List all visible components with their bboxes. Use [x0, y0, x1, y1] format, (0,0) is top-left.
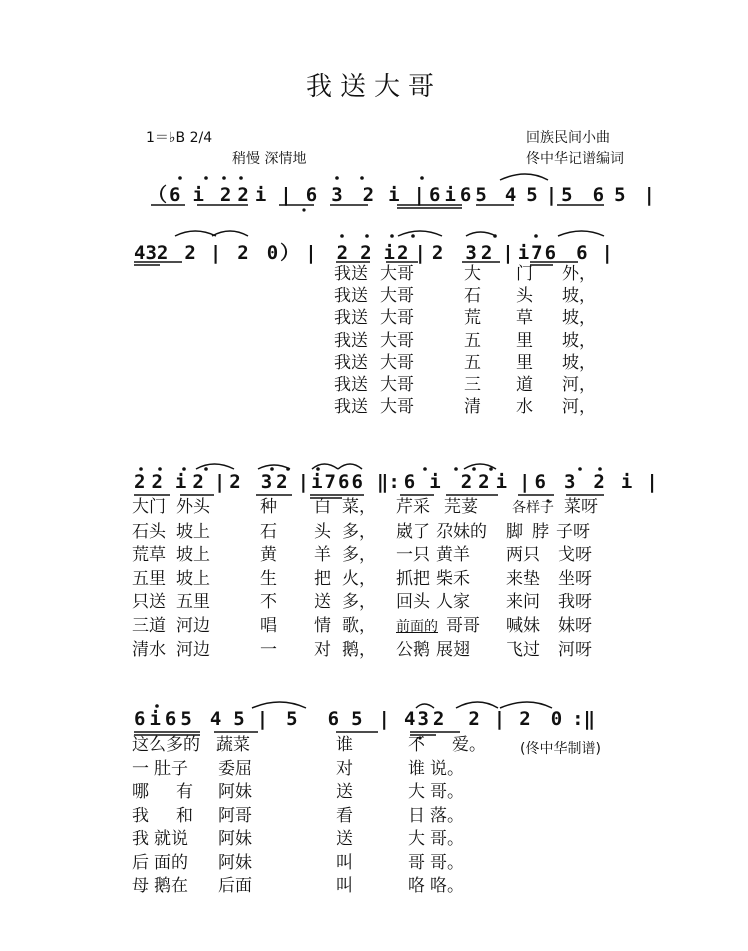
- lyric-word: 我呀: [558, 592, 592, 612]
- barline: |: [545, 184, 558, 206]
- lyric-word: 前面的: [396, 618, 438, 635]
- lyric-word: 大哥: [380, 375, 414, 396]
- lyric-word: 我: [132, 829, 149, 849]
- barline: |: [502, 242, 514, 264]
- lyric-word: 咯。: [430, 876, 464, 896]
- note: 4: [134, 242, 146, 264]
- repeat-start: ‖:: [376, 471, 400, 493]
- lyric-word: 三道: [132, 615, 166, 636]
- note: i: [149, 708, 161, 730]
- lyric-word: 哥。: [430, 782, 464, 802]
- lyric-word: 种: [260, 497, 277, 517]
- lyric-word: 坐呀: [558, 568, 592, 589]
- note: 2: [156, 242, 169, 264]
- note: 2: [229, 471, 241, 493]
- note: 3: [260, 471, 273, 493]
- lyric-word: 河呀: [558, 640, 592, 660]
- lyric-word: 荒草: [132, 545, 166, 565]
- lyric-word: 河边: [176, 640, 210, 660]
- note: 2: [184, 242, 196, 264]
- lyric-word: 里: [516, 330, 533, 351]
- lyric-word: 河，: [562, 375, 596, 396]
- lyric-word: 菜，: [342, 497, 376, 517]
- note: i: [192, 184, 204, 206]
- lyric-line: [132, 544, 598, 568]
- lyric-word: 公鹅: [396, 640, 430, 660]
- note: i: [311, 471, 323, 493]
- barline: |: [519, 471, 531, 493]
- note: 6: [169, 184, 181, 206]
- note: 7: [324, 471, 336, 493]
- lyric-word: 咯: [408, 876, 425, 896]
- lyric-line: [132, 875, 486, 899]
- lyric-word: 唱: [260, 615, 277, 636]
- lyric-word: 展翅: [436, 640, 470, 660]
- lyric-word: 白: [314, 497, 331, 517]
- lyric-word: 送: [336, 782, 353, 802]
- lyric-word: 飞过: [506, 640, 540, 660]
- note: 2: [397, 242, 409, 264]
- note: 5: [475, 184, 487, 206]
- lyric-word: 哪: [132, 782, 149, 802]
- lyric-word: 后: [132, 852, 149, 873]
- lyric-word: 我送: [334, 264, 368, 284]
- note: 6: [459, 184, 472, 206]
- lyric-line: [132, 568, 598, 592]
- lyric-word: 抓把: [396, 568, 430, 589]
- lyric-line: [132, 758, 486, 782]
- lyric-word: 河边: [176, 615, 210, 636]
- barline: |: [280, 184, 292, 206]
- note: i: [495, 471, 508, 493]
- lyric-word: 鹅，: [342, 640, 376, 660]
- note: 3: [145, 242, 157, 264]
- lyric-word: 草: [516, 308, 533, 329]
- note: （: [148, 184, 168, 206]
- lyric-word: 芫荽: [444, 497, 478, 517]
- note: 2: [480, 242, 493, 264]
- note: 2: [192, 471, 204, 493]
- note: i: [383, 242, 395, 264]
- barline: |: [213, 471, 226, 493]
- lyric-word: 我送: [334, 352, 368, 373]
- lyric-word: 肚子: [154, 758, 188, 779]
- lyric-word: 两只: [506, 545, 540, 565]
- lyric-word: 和: [176, 805, 193, 826]
- lyric-word: 妹呀: [558, 615, 592, 636]
- lyric-word: 石头: [132, 521, 166, 542]
- barline: |: [643, 184, 655, 206]
- source-label: 回族民间小曲: [526, 130, 610, 146]
- note: 6: [327, 708, 340, 730]
- staff-1: [0, 172, 748, 232]
- lyric-word: 来问: [506, 592, 540, 612]
- note: i: [444, 184, 456, 206]
- lyric-word: 我送: [334, 330, 368, 351]
- note: i: [254, 184, 267, 206]
- note: 6: [576, 242, 588, 264]
- lyric-word: 五: [464, 352, 481, 373]
- lyric-word: 阿哥: [218, 805, 252, 826]
- note: 2: [519, 708, 531, 730]
- lyric-line: [132, 781, 486, 805]
- note: 2: [219, 184, 232, 206]
- note: 2: [336, 242, 349, 264]
- lyric-word: 坡上: [176, 568, 210, 589]
- verse-3-lyrics: [132, 734, 486, 899]
- lyric-word: 大哥: [380, 286, 414, 307]
- lyric-line: [334, 263, 596, 285]
- lyric-word: 只送: [132, 592, 166, 612]
- note: 3: [417, 708, 429, 730]
- note: 6: [534, 471, 546, 493]
- lyric-word: 火，: [342, 568, 376, 589]
- note: 6: [403, 471, 416, 493]
- lyric-word: 坡，: [562, 330, 596, 351]
- lyric-word: 有: [176, 782, 193, 802]
- lyric-word: 来垫: [506, 568, 540, 589]
- lyric-word: 菜呀: [564, 497, 598, 517]
- lyric-word: 说。: [430, 758, 464, 779]
- note: 5: [351, 708, 363, 730]
- lyric-word: 谁: [408, 758, 425, 779]
- lyric-word: 大哥: [380, 308, 414, 329]
- lyric-word: 大: [464, 264, 481, 284]
- barline: |: [297, 471, 310, 493]
- note: 2: [276, 471, 288, 493]
- note: 5: [180, 708, 192, 730]
- lyric-word: 谁: [336, 735, 353, 755]
- lyric-line: [334, 396, 596, 418]
- note: i: [620, 471, 633, 493]
- note: 6: [134, 708, 146, 730]
- note: 4: [504, 184, 517, 206]
- lyric-word: 里: [516, 352, 533, 373]
- note: 6: [544, 242, 557, 264]
- lyric-word: 爱。: [452, 735, 486, 755]
- arranger-label: 佟中华记谱编词: [526, 151, 624, 167]
- barline: |: [305, 242, 317, 264]
- lyric-word: 石: [260, 521, 277, 542]
- lyric-line: [334, 374, 596, 396]
- lyric-word: 哥哥: [446, 615, 480, 636]
- lyric-word: 我: [132, 805, 149, 826]
- lyric-line: [334, 352, 596, 374]
- lyric-word: 各样子: [512, 500, 554, 516]
- lyric-word: 把: [314, 568, 331, 589]
- lyric-word: 清: [464, 397, 481, 418]
- note: 6: [337, 471, 350, 493]
- lyric-word: 坡，: [562, 308, 596, 329]
- lyric-line: [132, 521, 598, 545]
- lyric-word: 子呀: [556, 521, 590, 542]
- lyric-word: 羊: [314, 545, 331, 565]
- note: 2: [432, 708, 445, 730]
- lyric-word: 我送: [334, 397, 368, 418]
- lyric-word: 黄羊: [436, 545, 470, 565]
- lyric-word: 多，: [342, 592, 376, 612]
- lyric-word: 不: [408, 735, 425, 755]
- note: 6: [164, 708, 177, 730]
- lyric-word: 生: [260, 568, 277, 589]
- lyric-word: 戈呀: [558, 545, 592, 565]
- lyric-word: 坡上: [176, 545, 210, 565]
- note: 2: [237, 242, 249, 264]
- credit-label: (佟中华制谱): [520, 741, 601, 757]
- note: 2: [468, 708, 480, 730]
- lyric-word: 叫: [336, 876, 353, 896]
- lyric-word: 歌，: [342, 615, 376, 636]
- lyric-word: 鹅在: [154, 876, 188, 896]
- lyric-word: 尕妹的: [436, 521, 487, 542]
- barline: |: [601, 242, 613, 264]
- lyric-word: 回头: [396, 592, 430, 612]
- lyric-word: 脚: [506, 521, 523, 542]
- key-signature: 1＝♭B 2/4: [146, 130, 213, 146]
- lyric-line: [334, 330, 596, 352]
- note: 6: [351, 471, 363, 493]
- note: 5: [286, 708, 298, 730]
- lyric-word: 坡，: [562, 352, 596, 373]
- repeat-end: :‖: [572, 708, 596, 730]
- lyric-word: 外头: [176, 497, 210, 517]
- note: 7: [531, 242, 543, 264]
- note: 2: [460, 471, 473, 493]
- staff-3-notes: [134, 471, 658, 493]
- lyric-word: 一: [132, 758, 149, 779]
- song-title: 我送大哥: [305, 72, 442, 102]
- lyric-word: 石: [464, 286, 481, 307]
- note: 2: [360, 242, 372, 264]
- lyric-word: 大哥: [380, 397, 414, 418]
- lyric-word: 母: [132, 876, 149, 896]
- lyric-word: 一: [260, 640, 277, 660]
- lyric-word: 黄: [260, 545, 277, 565]
- barline: |: [256, 708, 269, 730]
- lyric-word: 哥。: [430, 852, 464, 873]
- note: 5: [233, 708, 245, 730]
- lyric-word: 大哥: [380, 330, 414, 351]
- barline: |: [209, 242, 222, 264]
- note: 0: [550, 708, 563, 730]
- lyric-word: 委屈: [218, 758, 252, 779]
- note: 5: [614, 184, 626, 206]
- lyric-word: 送: [336, 829, 353, 849]
- note: 2: [237, 184, 249, 206]
- lyric-word: 落。: [430, 805, 464, 826]
- lyric-line: [132, 734, 486, 758]
- lyric-word: 三: [464, 375, 481, 396]
- lyric-word: 情: [314, 615, 331, 636]
- lyric-word: 坡上: [176, 521, 210, 542]
- lyric-word: 大哥: [380, 264, 414, 284]
- note: 2: [593, 471, 605, 493]
- lyric-line: [132, 591, 598, 615]
- lyric-word: 日: [408, 805, 425, 826]
- note: 5: [526, 184, 538, 206]
- note: 5: [561, 184, 573, 206]
- lyric-word: 就说: [154, 829, 188, 849]
- note: 4: [403, 708, 416, 730]
- lyric-word: 芹采: [396, 497, 430, 517]
- note: 4: [209, 708, 222, 730]
- lyric-line: [334, 285, 596, 307]
- lyric-word: 一只: [396, 545, 430, 565]
- lyric-word: 后面: [218, 876, 252, 896]
- note: 6: [429, 184, 441, 206]
- note: 6: [592, 184, 605, 206]
- lyric-word: 大哥: [380, 352, 414, 373]
- note: i: [517, 242, 530, 264]
- note: 2: [151, 471, 163, 493]
- barline: |: [414, 242, 426, 264]
- staff-2-notes: [134, 238, 613, 265]
- lyric-word: 我送: [334, 308, 368, 329]
- lyric-word: 大: [408, 782, 425, 802]
- lyric-word: 五里: [176, 592, 210, 612]
- lyric-word: 看: [336, 805, 353, 826]
- lyric-word: 大: [408, 829, 425, 849]
- verse-1-lyrics: [334, 263, 596, 418]
- lyric-word: 阿妹: [218, 829, 252, 849]
- lyric-line: [132, 828, 486, 852]
- note: 3: [331, 184, 343, 206]
- note: 0: [266, 242, 279, 264]
- note: 2: [362, 184, 375, 206]
- barline: |: [413, 184, 425, 206]
- barline: |: [493, 708, 506, 730]
- lyric-word: 荒: [464, 308, 481, 329]
- barline: |: [646, 471, 658, 493]
- lyric-word: 叫: [336, 852, 353, 873]
- lyric-line: [132, 615, 598, 640]
- note: 2: [431, 242, 444, 264]
- note: 3: [465, 242, 477, 264]
- staff-4-notes: [134, 708, 595, 730]
- lyric-word: 哥。: [430, 829, 464, 849]
- lyric-line: [132, 852, 486, 876]
- lyric-word: 哥: [408, 852, 425, 873]
- lyric-word: 外，: [562, 264, 596, 284]
- lyric-word: 阿妹: [218, 782, 252, 802]
- lyric-word: 蔬菜: [216, 735, 250, 755]
- lyric-word: 对: [314, 640, 331, 660]
- lyric-word: 我送: [334, 375, 368, 396]
- lyric-word: 五: [464, 330, 481, 351]
- lyric-word: 大门: [132, 497, 166, 517]
- lyric-word: 五里: [132, 568, 166, 589]
- note: i: [388, 184, 400, 206]
- lyric-word: 面的: [154, 852, 188, 873]
- lyric-word: 坡，: [562, 286, 596, 307]
- lyric-word: 河，: [562, 397, 596, 418]
- lyric-line: [132, 496, 598, 521]
- lyric-line: [132, 805, 486, 829]
- lyric-line: [132, 639, 598, 663]
- lyric-word: 送: [314, 592, 331, 612]
- lyric-word: 柴禾: [436, 568, 470, 589]
- lyric-word: 门: [516, 264, 533, 284]
- staff-1-notes: [148, 180, 655, 207]
- lyric-word: 我送: [334, 286, 368, 307]
- lyric-word: 喊妹: [506, 615, 540, 636]
- lyric-word: 多，: [342, 521, 376, 542]
- lyric-word: 头: [516, 286, 533, 307]
- lyric-word: 人家: [436, 592, 470, 612]
- barline: |: [378, 708, 390, 730]
- lyric-word: 水: [516, 397, 533, 418]
- note: i: [174, 471, 187, 493]
- lyric-word: 崴了: [396, 521, 430, 542]
- note: 2: [478, 471, 490, 493]
- note: 2: [134, 471, 146, 493]
- note: i: [429, 471, 441, 493]
- lyric-word: 头: [314, 521, 331, 542]
- lyric-word: 对: [336, 758, 353, 779]
- note: 6: [305, 184, 318, 206]
- lyric-word: 多，: [342, 545, 376, 565]
- tempo-marking: 稍慢 深情地: [232, 151, 307, 167]
- lyric-word: 阿妹: [218, 852, 252, 873]
- lyric-word: 道: [516, 375, 533, 396]
- paren: ）: [280, 242, 300, 264]
- verse-2-lyrics: [132, 496, 598, 663]
- note: 3: [563, 471, 576, 493]
- lyric-word: 这么多的: [132, 735, 200, 755]
- lyric-line: [334, 307, 596, 329]
- lyric-word: 脖: [532, 521, 549, 542]
- lyric-word: 清水: [132, 640, 166, 660]
- lyric-word: 不: [260, 592, 277, 612]
